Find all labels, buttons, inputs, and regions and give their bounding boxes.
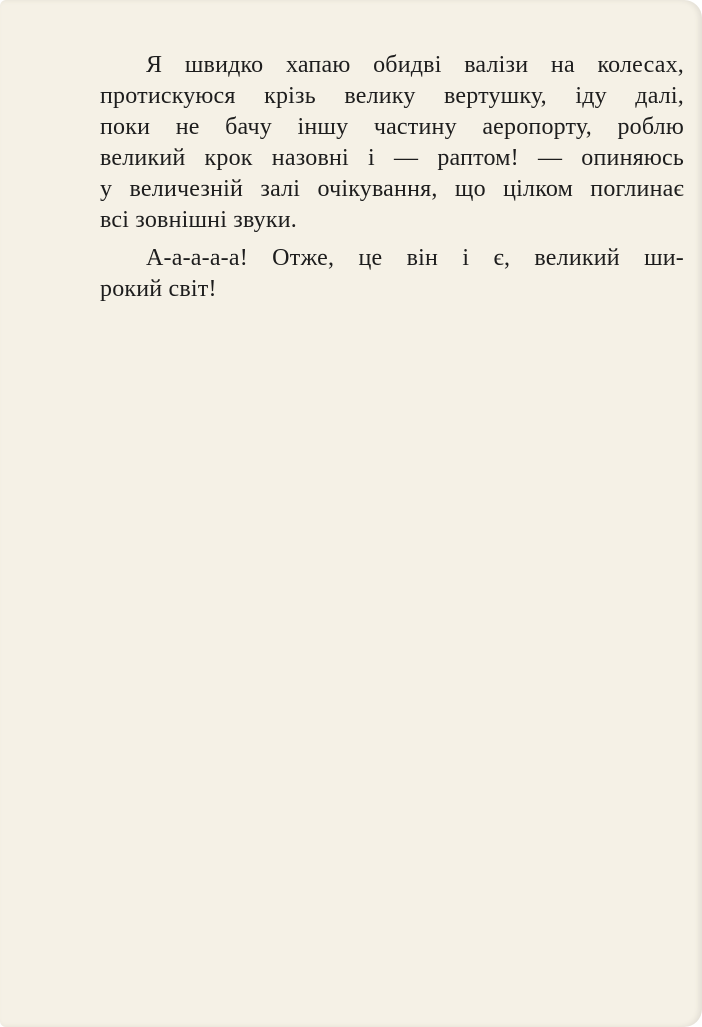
text-line: великий крок назовні і — раптом! — опиняюсь	[100, 145, 684, 171]
text-line: А-а-а-а-а! Отже, це він і є, великий ши-	[146, 245, 684, 271]
text-line: поки не бачу іншу частину аеропорту, роблю	[100, 114, 684, 140]
page-text	[100, 50, 684, 312]
text-line: протискуюся крізь велику вертушку, іду далі,	[100, 83, 684, 109]
paragraph-2	[100, 243, 684, 305]
text-line: у величезній залі очікування, що цілком поглинає	[100, 176, 684, 202]
text-line: рокий світ!	[100, 276, 217, 302]
text-line: Я швидко хапаю обидві валізи на колесах,	[146, 52, 684, 78]
paragraph-1	[100, 50, 684, 236]
text-line: всі зовнішні звуки.	[100, 207, 297, 233]
